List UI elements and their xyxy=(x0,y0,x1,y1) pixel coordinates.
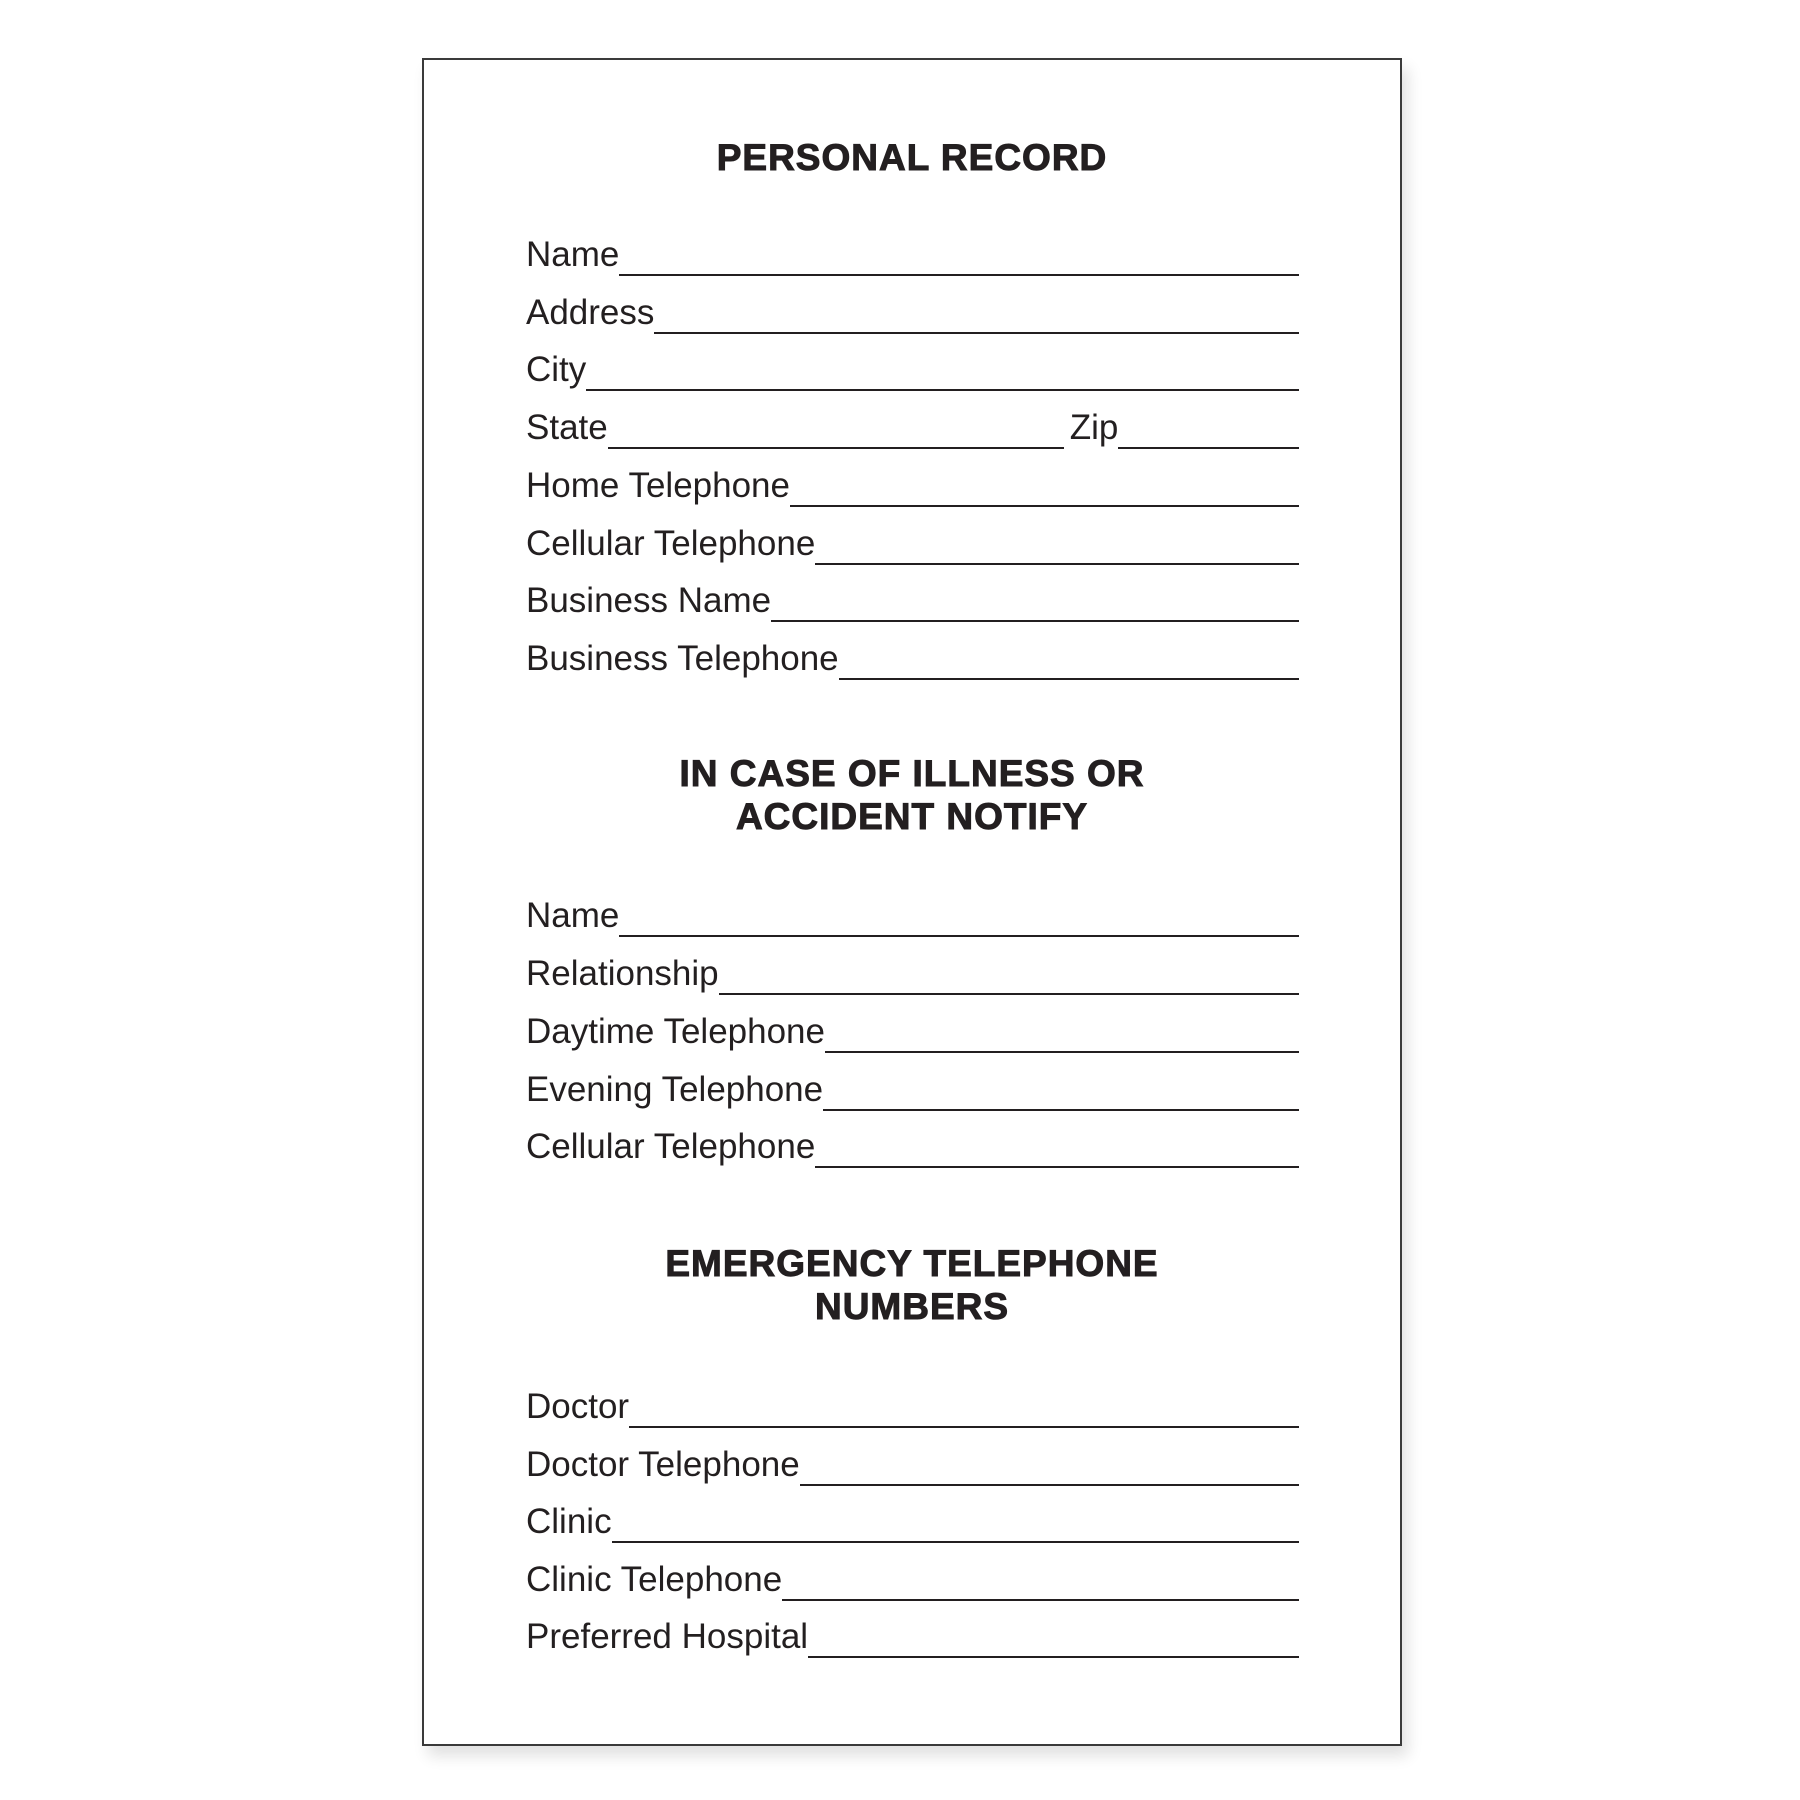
field-label: Business Name xyxy=(526,581,772,620)
field-row-clinic xyxy=(526,1495,1299,1539)
clinic-input-line[interactable] xyxy=(612,1541,1299,1543)
section-heading-personal-record: PERSONAL RECORD xyxy=(716,137,1108,178)
field-label: City xyxy=(526,350,587,389)
doctor-telephone-input-line[interactable] xyxy=(800,1484,1299,1486)
field-row-doctor-telephone xyxy=(526,1438,1299,1482)
heading-line: EMERGENCY TELEPHONE xyxy=(665,1243,1159,1284)
field-label: Cellular Telephone xyxy=(526,1127,816,1166)
field-row-doctor xyxy=(526,1380,1299,1424)
cellular-telephone-input-line[interactable] xyxy=(815,1166,1299,1168)
field-row-home-telephone xyxy=(526,459,1299,503)
field-label: Clinic xyxy=(526,1502,612,1541)
personal-record-card xyxy=(422,58,1402,1746)
cellular-telephone-input-line[interactable] xyxy=(815,563,1299,565)
field-row-state xyxy=(526,401,1299,445)
field-label: Home Telephone xyxy=(526,466,790,505)
field-row-name xyxy=(526,228,1299,272)
field-label: Cellular Telephone xyxy=(526,524,816,563)
field-label: Name xyxy=(526,896,620,935)
city-input-line[interactable] xyxy=(586,389,1299,391)
field-row-relationship xyxy=(526,947,1299,991)
field-label: Daytime Telephone xyxy=(526,1012,825,1051)
field-row-preferred-hospital xyxy=(526,1610,1299,1654)
field-row-business-name xyxy=(526,574,1299,618)
heading-line: NUMBERS xyxy=(814,1286,1010,1327)
field-label: Evening Telephone xyxy=(526,1070,824,1109)
field-row-address xyxy=(526,286,1299,330)
field-label: Name xyxy=(526,235,620,274)
field-row-cellular-telephone xyxy=(526,1120,1299,1164)
section-heading-emergency xyxy=(424,1242,1400,1328)
business-telephone-input-line[interactable] xyxy=(839,678,1299,680)
field-row-daytime-telephone xyxy=(526,1005,1299,1049)
field-label-zip: Zip xyxy=(1069,408,1119,447)
evening-telephone-input-line[interactable] xyxy=(823,1109,1299,1111)
field-row-name xyxy=(526,889,1299,933)
state-input-line[interactable] xyxy=(608,447,1064,449)
field-label: Business Telephone xyxy=(526,639,839,678)
field-label: Relationship xyxy=(526,954,719,993)
field-label: State xyxy=(526,408,608,447)
zip-input-line[interactable] xyxy=(1118,447,1299,449)
heading-line: IN CASE OF ILLNESS OR xyxy=(679,753,1145,794)
relationship-input-line[interactable] xyxy=(719,993,1299,995)
field-label: Address xyxy=(526,293,655,332)
doctor-input-line[interactable] xyxy=(629,1426,1299,1428)
field-label: Doctor xyxy=(526,1387,630,1426)
preferred-hospital-input-line[interactable] xyxy=(808,1656,1299,1658)
name-input-line[interactable] xyxy=(619,935,1299,937)
field-row-business-telephone xyxy=(526,632,1299,676)
home-telephone-input-line[interactable] xyxy=(790,505,1299,507)
daytime-telephone-input-line[interactable] xyxy=(825,1051,1299,1053)
field-label: Doctor Telephone xyxy=(526,1445,800,1484)
section-heading-notify xyxy=(424,752,1400,838)
field-row-cellular-telephone xyxy=(526,517,1299,561)
field-row-city xyxy=(526,343,1299,387)
heading-line: ACCIDENT NOTIFY xyxy=(735,796,1089,837)
business-name-input-line[interactable] xyxy=(771,620,1299,622)
field-row-evening-telephone xyxy=(526,1063,1299,1107)
address-input-line[interactable] xyxy=(654,332,1299,334)
field-row-clinic-telephone xyxy=(526,1553,1299,1597)
field-label: Preferred Hospital xyxy=(526,1617,809,1656)
clinic-telephone-input-line[interactable] xyxy=(782,1599,1299,1601)
name-input-line[interactable] xyxy=(619,274,1299,276)
field-label: Clinic Telephone xyxy=(526,1560,783,1599)
